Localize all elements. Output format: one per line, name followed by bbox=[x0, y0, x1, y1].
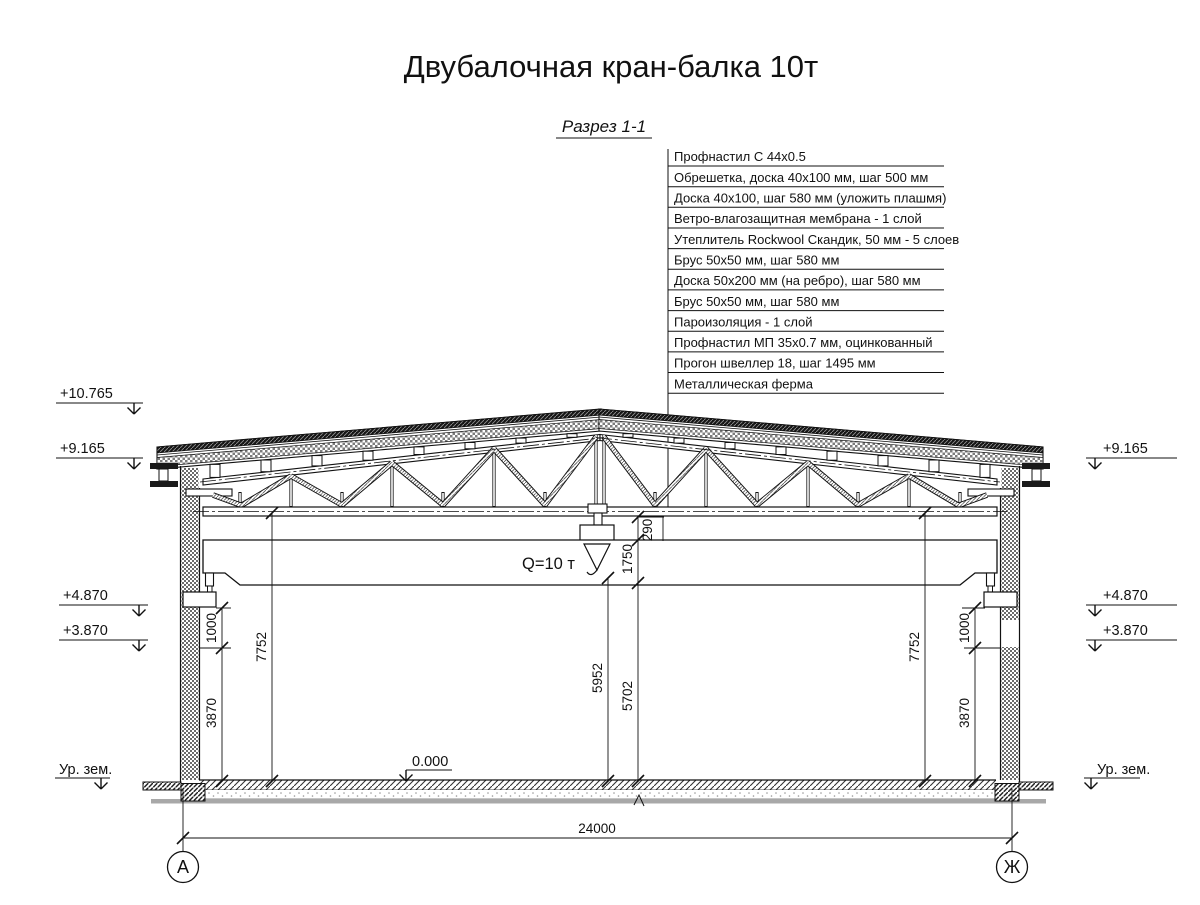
footing-left bbox=[181, 784, 205, 802]
wall-panel-joint bbox=[1002, 620, 1019, 647]
elevation-eave-right: +9.165 bbox=[1103, 441, 1148, 457]
dim-beam-zone: 1750 bbox=[620, 543, 635, 575]
dim-clear-height-right: 7752 bbox=[907, 631, 922, 663]
roof-layer-label: Брус 50х50 мм, шаг 580 мм bbox=[674, 252, 840, 268]
elevation-eave-left: +9.165 bbox=[60, 441, 105, 457]
eave-channel-left bbox=[150, 463, 178, 487]
dim-bracket-left: 1000 bbox=[204, 612, 219, 644]
dim-chord-to-beam: 290 bbox=[640, 518, 655, 542]
roof-layer-label: Пароизоляция - 1 слой bbox=[674, 314, 813, 330]
column-bracket-left bbox=[183, 592, 216, 607]
roof-layer-label: Обрешетка, доска 40х100 мм, шаг 500 мм bbox=[674, 169, 929, 185]
roof-layer-label: Металлическая ферма bbox=[674, 376, 813, 392]
ground-level-left: Ур. зем. bbox=[59, 762, 113, 778]
floor-zero-mark: 0.000 bbox=[412, 754, 449, 770]
footing-toe-right bbox=[1019, 782, 1053, 790]
eave-channel-right bbox=[1022, 463, 1050, 487]
ground-bar bbox=[151, 799, 1046, 804]
footing-toe-left bbox=[143, 782, 181, 790]
dim-clear-height-left: 7752 bbox=[254, 631, 269, 663]
roof-layer-label: Доска 50х200 мм (на ребро), шаг 580 мм bbox=[674, 273, 921, 289]
elevation-bracket-left: +4.870 bbox=[63, 588, 108, 604]
roof-layer-label: Доска 40х100, шаг 580 мм (уложить плашмя) bbox=[674, 190, 947, 206]
elevation-ridge: +10.765 bbox=[60, 386, 113, 402]
axis-label-left: А bbox=[176, 857, 190, 877]
elevation-bracket-right: +4.870 bbox=[1103, 588, 1148, 604]
page-title: Двубалочная кран-балка 10т bbox=[403, 49, 819, 84]
axis-label-right: Ж bbox=[1003, 857, 1021, 877]
footing-right bbox=[995, 784, 1019, 802]
elevation-rail-left: +3.870 bbox=[63, 623, 108, 639]
ground-level-right: Ур. зем. bbox=[1097, 762, 1151, 778]
dim-under-bracket-left: 3870 bbox=[204, 697, 219, 729]
floor-base-layer bbox=[199, 790, 996, 799]
elevation-rail-right: +3.870 bbox=[1103, 623, 1148, 639]
wall-cladding-left bbox=[182, 468, 199, 780]
dim-hook-to-floor: 5952 bbox=[590, 662, 605, 694]
roof-layer-label: Профнастил МП 35х0.7 мм, оцинкованный bbox=[674, 335, 933, 351]
roof-layer-label: Профнастил С 44х0.5 bbox=[674, 149, 806, 165]
column-bracket-right bbox=[984, 592, 1017, 607]
crane-beam-assembly bbox=[183, 504, 1017, 607]
elevation-arrow-icon bbox=[128, 403, 141, 414]
floor-screed bbox=[199, 780, 996, 790]
roof-layer-label: Утеплитель Rockwool Скандик, 50 мм - 5 слоев bbox=[674, 231, 960, 247]
dim-span: 24000 bbox=[578, 821, 616, 836]
dim-beam-to-floor: 5702 bbox=[620, 680, 635, 712]
title-block bbox=[404, 49, 818, 138]
roof-layer-label: Брус 50х50 мм, шаг 580 мм bbox=[674, 293, 840, 309]
roof-layer-label: Ветро-влагозащитная мембрана - 1 слой bbox=[674, 211, 922, 227]
hoist-rail bbox=[588, 504, 607, 513]
floor-slab bbox=[143, 780, 1053, 806]
roof-layer-label: Прогон швеллер 18, шаг 1495 мм bbox=[674, 355, 876, 371]
crane-capacity-label: Q=10 т bbox=[522, 555, 575, 573]
section-label: Разрез 1-1 bbox=[561, 117, 647, 136]
dim-bracket-right: 1000 bbox=[957, 612, 972, 644]
dim-under-bracket-right: 3870 bbox=[957, 697, 972, 729]
